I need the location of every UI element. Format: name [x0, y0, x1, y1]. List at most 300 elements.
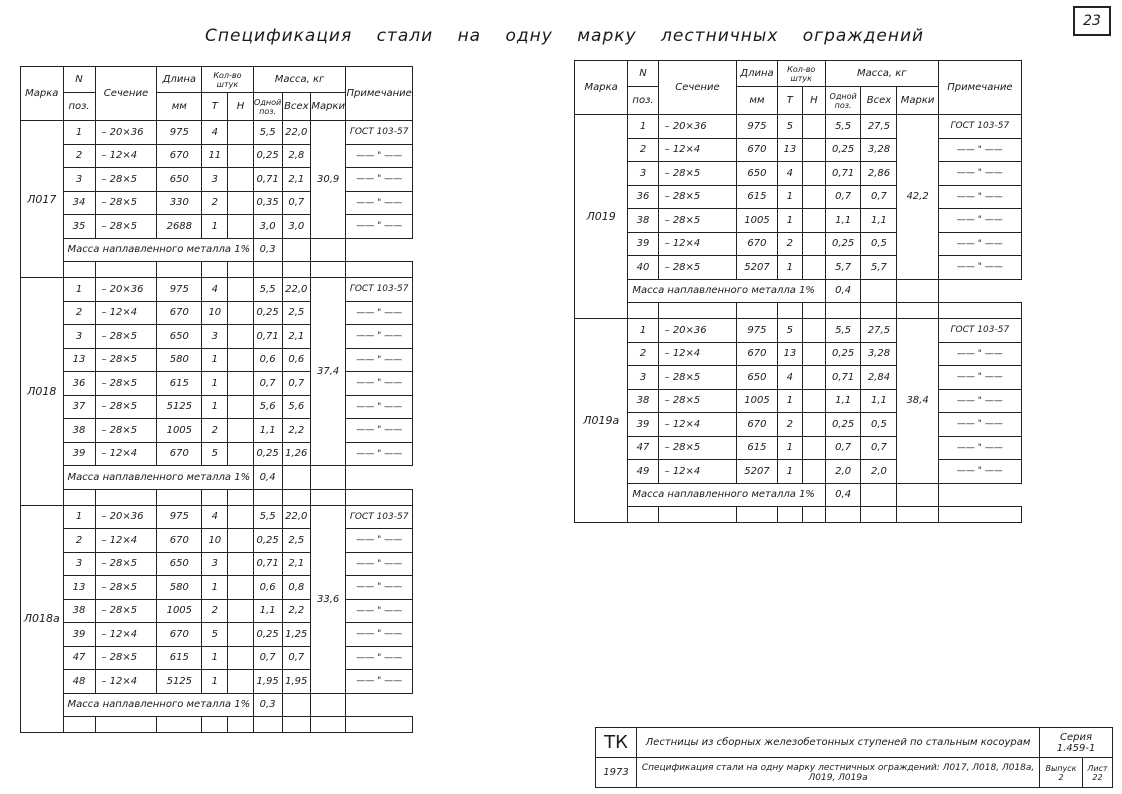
cell-section: – 20×36 — [95, 121, 157, 145]
cell-length: 975 — [157, 278, 202, 302]
cell-qty-t: 5 — [202, 442, 228, 466]
cell-mass-one: 1,1 — [253, 599, 282, 623]
blank-cell — [95, 717, 157, 733]
cell-section: – 28×5 — [658, 366, 737, 390]
cell-qty-t: 11 — [202, 144, 228, 168]
cell-note: —— " —— — [346, 348, 413, 372]
cell-qty-t: 4 — [777, 366, 802, 390]
cell-section: – 28×5 — [95, 646, 157, 670]
deposited-row — [21, 693, 413, 717]
cell-qty-t: 10 — [202, 529, 228, 553]
blank-cell — [897, 303, 938, 319]
blank-cell — [228, 262, 253, 278]
cell-length: 670 — [157, 623, 202, 647]
blank-cell — [803, 303, 826, 319]
cell-section: – 28×5 — [658, 256, 737, 280]
cell-mass-one: 1,1 — [253, 419, 282, 443]
cell-mass-all: 3,28 — [861, 138, 897, 162]
blank-cell — [228, 717, 253, 733]
cell-mass-all: 22,0 — [282, 505, 310, 529]
cell-section: – 20×36 — [658, 319, 737, 343]
cell-qty-n — [228, 325, 253, 349]
cell-mass-all: 2,5 — [282, 301, 310, 325]
cell-pos: 1 — [63, 278, 95, 302]
deposited-empty — [282, 238, 310, 262]
cell-section: – 28×5 — [95, 576, 157, 600]
cell-section: – 28×5 — [658, 162, 737, 186]
cell-section: – 12×4 — [95, 301, 157, 325]
deposited-note — [310, 238, 345, 262]
cell-pos: 49 — [628, 460, 658, 484]
cell-qty-t: 1 — [777, 209, 802, 233]
cell-mass-all: 0,7 — [861, 436, 897, 460]
cell-length: 670 — [157, 301, 202, 325]
cell-qty-t: 5 — [777, 319, 802, 343]
cell-note: —— " —— — [346, 144, 413, 168]
cell-mass-one: 0,71 — [253, 168, 282, 192]
cell-qty-n — [803, 460, 826, 484]
cell-length: 1005 — [737, 389, 777, 413]
header-mass: Масса, кг — [253, 67, 346, 93]
cell-note: ГОСТ 103-57 — [346, 278, 413, 302]
series-value: 1.459-1 — [1056, 742, 1096, 754]
table-row — [575, 232, 1022, 256]
deposited-note — [897, 483, 938, 507]
cell-qty-t: 2 — [202, 191, 228, 215]
cell-qty-t: 10 — [202, 301, 228, 325]
table-row — [21, 348, 413, 372]
header-pos: N — [63, 67, 95, 93]
cell-section: – 12×4 — [95, 623, 157, 647]
cell-length: 670 — [157, 144, 202, 168]
cell-qty-n — [228, 529, 253, 553]
cell-qty-t: 1 — [777, 256, 802, 280]
cell-length: 1005 — [737, 209, 777, 233]
cell-pos: 38 — [63, 599, 95, 623]
cell-qty-t: 5 — [777, 115, 802, 139]
table-row — [21, 505, 413, 529]
table-row — [21, 215, 413, 239]
cell-pos: 34 — [63, 191, 95, 215]
cell-mass-one: 0,25 — [825, 342, 861, 366]
deposited-empty — [282, 693, 310, 717]
cell-qty-n — [803, 389, 826, 413]
cell-length: 615 — [737, 185, 777, 209]
blank-cell — [253, 262, 282, 278]
cell-mass-one: 0,25 — [825, 232, 861, 256]
blank-cell — [938, 507, 1021, 523]
cell-mass-all: 2,1 — [282, 168, 310, 192]
blank-cell — [310, 489, 345, 505]
cell-note: —— " —— — [938, 389, 1021, 413]
blank-row — [21, 262, 413, 278]
deposited-empty — [861, 279, 897, 303]
cell-pos: 36 — [628, 185, 658, 209]
cell-pos: 37 — [63, 395, 95, 419]
cell-pos: 47 — [63, 646, 95, 670]
cell-section: – 12×4 — [95, 144, 157, 168]
cell-qty-n — [228, 348, 253, 372]
cell-qty-n — [803, 366, 826, 390]
header-qty: Кол-во штук — [202, 67, 253, 93]
cell-qty-t: 1 — [202, 646, 228, 670]
cell-section: – 28×5 — [95, 395, 157, 419]
cell-mass-all: 22,0 — [282, 121, 310, 145]
cell-mass-all: 1,95 — [282, 670, 310, 694]
table-row — [21, 442, 413, 466]
cell-qty-n — [228, 191, 253, 215]
cell-qty-n — [228, 395, 253, 419]
cell-pos: 2 — [628, 342, 658, 366]
cell-note: —— " —— — [938, 436, 1021, 460]
cell-mass-one: 5,5 — [825, 319, 861, 343]
cell-mass-all: 0,7 — [282, 646, 310, 670]
cell-length: 5207 — [737, 460, 777, 484]
cell-mass-one: 0,25 — [825, 138, 861, 162]
cell-mass-one: 3,0 — [253, 215, 282, 239]
cell-mass-all: 3,28 — [861, 342, 897, 366]
cell-qty-n — [228, 442, 253, 466]
cell-length: 650 — [157, 168, 202, 192]
cell-mass-one: 0,6 — [253, 348, 282, 372]
deposited-label: Масса наплавленного металла 1% — [63, 693, 253, 717]
blank-cell — [310, 717, 345, 733]
cell-length: 670 — [157, 442, 202, 466]
cell-section: – 12×4 — [95, 529, 157, 553]
cell-note: —— " —— — [346, 325, 413, 349]
cell-mass-all: 3,0 — [282, 215, 310, 239]
page-title: Спецификация стали на одну марку лестничных ограждений — [205, 26, 925, 46]
blank-cell — [63, 262, 95, 278]
header-qty-t: Т — [777, 87, 802, 115]
cell-note: —— " —— — [938, 366, 1021, 390]
blank-cell — [777, 303, 802, 319]
cell-pos: 39 — [628, 232, 658, 256]
cell-qty-n — [228, 144, 253, 168]
cell-qty-t: 2 — [202, 599, 228, 623]
cell-section: – 28×5 — [95, 215, 157, 239]
cell-length: 670 — [737, 413, 777, 437]
cell-section: – 28×5 — [95, 372, 157, 396]
blank-cell — [95, 262, 157, 278]
deposited-row — [21, 466, 413, 490]
cell-length: 1005 — [157, 419, 202, 443]
cell-section: – 12×4 — [658, 138, 737, 162]
cell-pos: 1 — [63, 121, 95, 145]
cell-note: ГОСТ 103-57 — [938, 115, 1021, 139]
cell-section: – 12×4 — [658, 232, 737, 256]
cell-mass-all: 2,1 — [282, 552, 310, 576]
cell-length: 670 — [737, 342, 777, 366]
cell-section: – 28×5 — [658, 436, 737, 460]
deposited-value: 0,3 — [253, 238, 282, 262]
cell-mass-all: 27,5 — [861, 115, 897, 139]
blank-cell — [346, 489, 413, 505]
blank-cell — [282, 262, 310, 278]
blank-cell — [253, 717, 282, 733]
series-label: Серия — [1060, 731, 1093, 743]
cell-pos: 2 — [63, 529, 95, 553]
cell-mass-one: 0,71 — [253, 552, 282, 576]
blank-row — [575, 303, 1022, 319]
cell-pos: 1 — [628, 115, 658, 139]
deposited-value: 0,4 — [825, 483, 861, 507]
blank-cell — [63, 717, 95, 733]
cell-mass-one: 5,6 — [253, 395, 282, 419]
cell-qty-t: 1 — [202, 670, 228, 694]
deposited-row — [21, 238, 413, 262]
cell-section: – 12×4 — [95, 442, 157, 466]
header-mass-one: Одной поз. — [253, 93, 282, 121]
cell-note: —— " —— — [938, 185, 1021, 209]
table-row — [21, 552, 413, 576]
blank-cell — [825, 507, 861, 523]
deposited-value: 0,3 — [253, 693, 282, 717]
cell-pos: 2 — [63, 301, 95, 325]
cell-section: – 12×4 — [658, 342, 737, 366]
page-number: 23 — [1073, 6, 1111, 36]
cell-qty-t: 1 — [202, 395, 228, 419]
cell-length: 1005 — [157, 599, 202, 623]
cell-qty-t: 1 — [777, 389, 802, 413]
cell-qty-t: 1 — [202, 348, 228, 372]
cell-length: 670 — [737, 138, 777, 162]
table-row — [575, 342, 1022, 366]
deposited-label: Масса наплавленного металла 1% — [63, 466, 253, 490]
deposited-value: 0,4 — [253, 466, 282, 490]
cell-qty-t: 3 — [202, 552, 228, 576]
cell-length: 650 — [737, 162, 777, 186]
cell-mass-one: 2,0 — [825, 460, 861, 484]
table-row — [575, 256, 1022, 280]
cell-mass-all: 1,25 — [282, 623, 310, 647]
cell-mass-one: 0,71 — [825, 366, 861, 390]
header-length: Длина — [157, 67, 202, 93]
cell-qty-n — [228, 215, 253, 239]
cell-qty-n — [803, 115, 826, 139]
cell-mass-one: 5,5 — [253, 278, 282, 302]
blank-cell — [825, 303, 861, 319]
spec-table-left — [20, 66, 413, 733]
cell-length: 650 — [157, 552, 202, 576]
cell-mass-one: 0,7 — [825, 436, 861, 460]
cell-section: – 20×36 — [658, 115, 737, 139]
table-row — [21, 670, 413, 694]
cell-mass-one: 0,6 — [253, 576, 282, 600]
cell-length: 2688 — [157, 215, 202, 239]
cell-length: 975 — [737, 115, 777, 139]
cell-qty-t: 3 — [202, 325, 228, 349]
cell-qty-t: 1 — [202, 576, 228, 600]
table-row — [575, 138, 1022, 162]
header-qty-n: Н — [803, 87, 826, 115]
header-pos-sub: поз. — [63, 93, 95, 121]
table-row — [21, 529, 413, 553]
table-row — [21, 144, 413, 168]
group-mark: Л018а — [21, 505, 64, 733]
table-row — [575, 413, 1022, 437]
cell-mass-all: 2,2 — [282, 599, 310, 623]
cell-qty-n — [228, 301, 253, 325]
table-row — [575, 319, 1022, 343]
cell-mass-all: 2,0 — [861, 460, 897, 484]
blank-cell — [658, 303, 737, 319]
blank-cell — [157, 489, 202, 505]
cell-section: – 28×5 — [658, 389, 737, 413]
cell-mass-one: 0,7 — [825, 185, 861, 209]
blank-cell — [628, 507, 658, 523]
blank-cell — [346, 717, 413, 733]
cell-mass-one: 1,1 — [825, 209, 861, 233]
cell-qty-n — [803, 209, 826, 233]
cell-qty-t: 4 — [202, 505, 228, 529]
cell-note: —— " —— — [346, 395, 413, 419]
cell-qty-t: 5 — [202, 623, 228, 647]
table-row — [21, 168, 413, 192]
cell-length: 580 — [157, 576, 202, 600]
blank-cell — [282, 717, 310, 733]
cell-section: – 20×36 — [95, 505, 157, 529]
header-length-unit: мм — [737, 87, 777, 115]
cell-qty-n — [228, 121, 253, 145]
cell-qty-n — [803, 185, 826, 209]
cell-pos: 1 — [628, 319, 658, 343]
table-row — [21, 599, 413, 623]
blank-cell — [157, 717, 202, 733]
cell-qty-t: 1 — [777, 436, 802, 460]
cell-mass-one: 0,25 — [253, 442, 282, 466]
group-mark: Л019а — [575, 319, 628, 523]
cell-pos: 3 — [63, 552, 95, 576]
header-mark: Марка — [575, 61, 628, 115]
cell-pos: 13 — [63, 576, 95, 600]
header-note: Примечание — [346, 67, 413, 121]
cell-section: – 28×5 — [95, 168, 157, 192]
cell-qty-n — [228, 646, 253, 670]
blank-row — [21, 717, 413, 733]
header-length: Длина — [737, 61, 777, 87]
cell-qty-n — [228, 599, 253, 623]
cell-note: —— " —— — [938, 256, 1021, 280]
cell-mass-one: 0,25 — [253, 301, 282, 325]
cell-qty-t: 3 — [202, 168, 228, 192]
cell-length: 615 — [157, 372, 202, 396]
cell-note: —— " —— — [938, 342, 1021, 366]
blank-cell — [202, 717, 228, 733]
cell-qty-n — [228, 168, 253, 192]
cell-note: —— " —— — [346, 301, 413, 325]
cell-section: – 12×4 — [658, 460, 737, 484]
cell-note: —— " —— — [346, 529, 413, 553]
cell-note: ГОСТ 103-57 — [346, 505, 413, 529]
cell-note: —— " —— — [938, 209, 1021, 233]
issue-value: 2 — [1058, 772, 1064, 782]
header-qty-n: Н — [228, 93, 253, 121]
cell-section: – 28×5 — [95, 552, 157, 576]
cell-section: – 28×5 — [658, 185, 737, 209]
cell-qty-t: 1 — [777, 185, 802, 209]
cell-length: 580 — [157, 348, 202, 372]
cell-pos: 2 — [63, 144, 95, 168]
table-row — [575, 115, 1022, 139]
cell-length: 615 — [157, 646, 202, 670]
title-block-code: ТК — [596, 728, 637, 758]
cell-qty-t: 13 — [777, 342, 802, 366]
blank-cell — [658, 507, 737, 523]
cell-note: ГОСТ 103-57 — [346, 121, 413, 145]
cell-section: – 12×4 — [95, 670, 157, 694]
cell-section: – 28×5 — [658, 209, 737, 233]
cell-pos: 39 — [63, 442, 95, 466]
group-total: 37,4 — [310, 278, 345, 466]
header-mark: Марка — [21, 67, 64, 121]
cell-note: —— " —— — [346, 191, 413, 215]
header-qty-t: Т — [202, 93, 228, 121]
cell-mass-all: 27,5 — [861, 319, 897, 343]
cell-section: – 12×4 — [658, 413, 737, 437]
table-row — [21, 576, 413, 600]
deposited-label: Масса наплавленного металла 1% — [628, 279, 825, 303]
title-block-sheet-desc: Спецификация стали на одну марку лестничных ограждений: Л017, Л018, Л018а, Л019, Л019а — [637, 758, 1040, 788]
blank-cell — [310, 262, 345, 278]
cell-mass-one: 5,5 — [253, 505, 282, 529]
blank-cell — [897, 507, 938, 523]
sheet-label: Лист — [1087, 763, 1108, 773]
header-mass-all: Всех — [282, 93, 310, 121]
cell-length: 975 — [157, 121, 202, 145]
blank-cell — [63, 489, 95, 505]
cell-qty-t: 13 — [777, 138, 802, 162]
sheet-value: 22 — [1092, 772, 1103, 782]
cell-mass-one: 0,7 — [253, 372, 282, 396]
header-length-unit: мм — [157, 93, 202, 121]
deposited-value: 0,4 — [825, 279, 861, 303]
table-row — [575, 460, 1022, 484]
cell-qty-n — [228, 552, 253, 576]
title-block-issue — [1040, 758, 1083, 788]
table-row — [21, 191, 413, 215]
cell-mass-all: 2,84 — [861, 366, 897, 390]
cell-mass-all: 0,5 — [861, 232, 897, 256]
blank-row — [21, 489, 413, 505]
cell-note: —— " —— — [346, 372, 413, 396]
blank-cell — [628, 303, 658, 319]
deposited-note — [310, 693, 345, 717]
cell-qty-n — [803, 436, 826, 460]
cell-note: —— " —— — [346, 215, 413, 239]
blank-cell — [202, 489, 228, 505]
deposited-empty — [861, 483, 897, 507]
cell-pos: 36 — [63, 372, 95, 396]
cell-mass-one: 0,35 — [253, 191, 282, 215]
cell-pos: 3 — [628, 162, 658, 186]
blank-cell — [282, 489, 310, 505]
cell-section: – 20×36 — [95, 278, 157, 302]
cell-mass-all: 2,8 — [282, 144, 310, 168]
cell-mass-one: 1,95 — [253, 670, 282, 694]
header-pos: N — [628, 61, 658, 87]
cell-section: – 28×5 — [95, 325, 157, 349]
group-mark: Л017 — [21, 121, 64, 278]
blank-cell — [95, 489, 157, 505]
blank-cell — [157, 262, 202, 278]
cell-note: —— " —— — [938, 162, 1021, 186]
cell-qty-n — [803, 138, 826, 162]
cell-qty-t: 1 — [777, 460, 802, 484]
header-section: Сечение — [658, 61, 737, 115]
cell-length: 615 — [737, 436, 777, 460]
cell-qty-n — [228, 670, 253, 694]
